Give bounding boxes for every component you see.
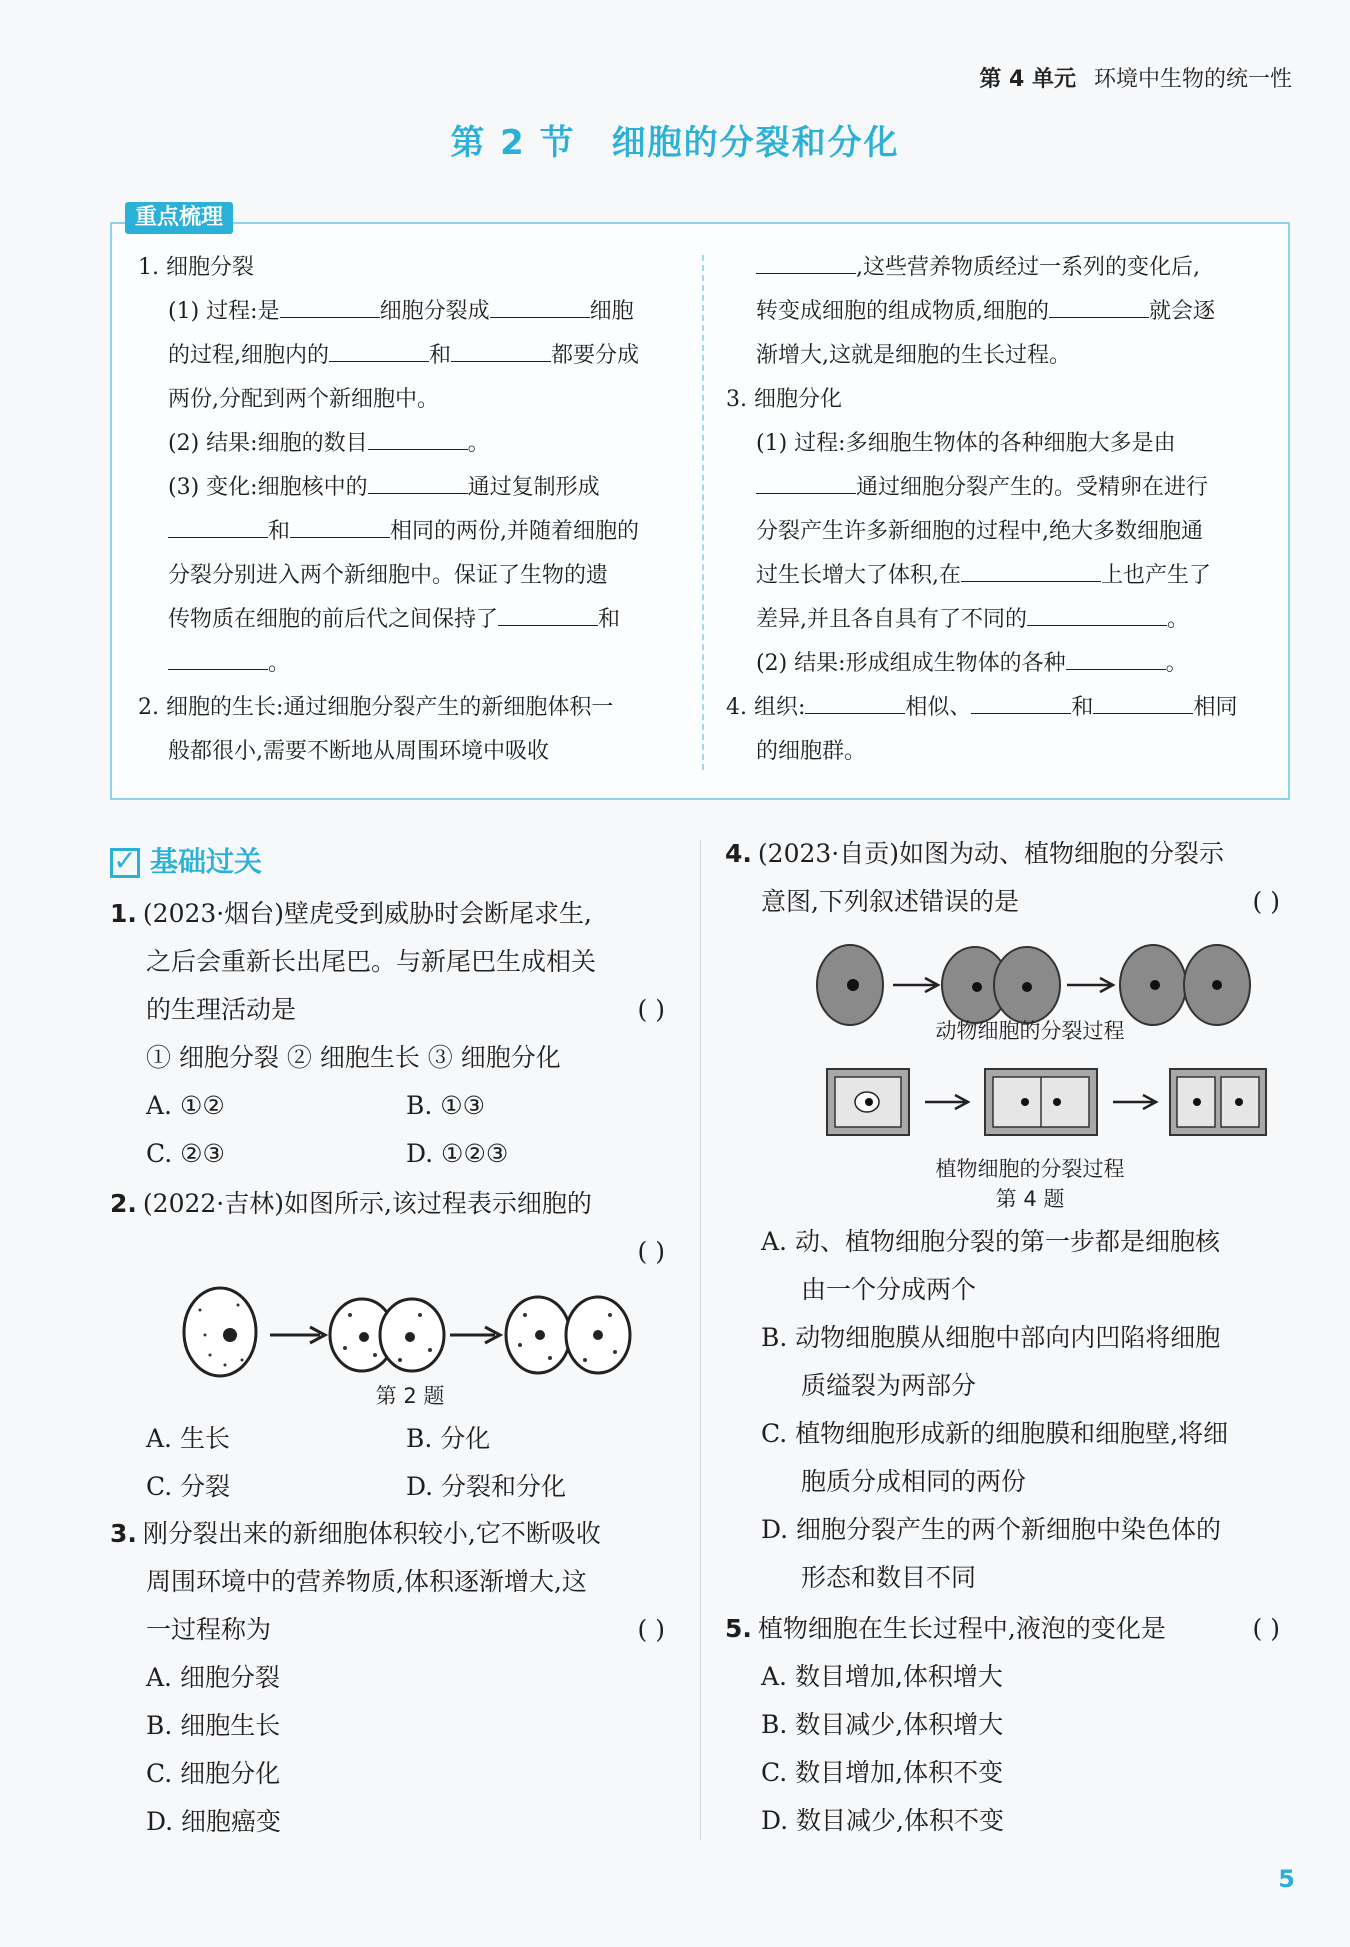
- unit-title: 环境中生物的统一性: [1093, 67, 1292, 92]
- option-d[interactable]: D. 数目减少,体积不变: [761, 1806, 1004, 1835]
- option-d[interactable]: D. 分裂和分化: [406, 1472, 567, 1501]
- summary-item-1-2: (2) 结果:细胞的数目 。: [138, 422, 678, 466]
- question-1: 1. (2023·烟台)壁虎受到威胁时会断尾求生, 之后会重新长出尾巴。与新尾巴生成相关 的生理活动是 ( ) ① 细胞分裂 ② 细胞生长 ③ 细胞分化 A. ①② B. ①③ C. ②③ D. ①②③: [110, 890, 675, 1178]
- option-c[interactable]: C. 植物细胞形成新的细胞膜和细胞壁,将细: [761, 1419, 1229, 1448]
- section-number: 第 2 节: [450, 123, 576, 163]
- summary-item-4: 4. 组织: 相似、 和 相同: [726, 686, 1266, 730]
- summary-item-3-2: (2) 结果:形成组成生物体的各种 。: [726, 642, 1266, 686]
- checkmark-icon: ✓: [110, 848, 140, 878]
- figure-caption-q4: 第 4 题: [995, 1187, 1065, 1211]
- summary-item-1-1c: 两份,分配到两个新细胞中。: [168, 387, 439, 412]
- summary-tag: 重点梳理: [125, 202, 233, 234]
- unit-header: [979, 62, 1292, 93]
- option-a[interactable]: A. 细胞分裂: [146, 1663, 280, 1692]
- summary-item-1-3: (3) 变化:细胞核中的 通过复制形成: [138, 466, 678, 510]
- summary-item-2e: 渐增大,这就是细胞的生长过程。: [756, 343, 1071, 368]
- option-c[interactable]: C. 分裂: [146, 1472, 231, 1501]
- basics-heading: ✓ 基础过关: [110, 840, 262, 880]
- question-2: 2. (2022·吉林)如图所示,该过程表示细胞的 ( ): [110, 1189, 665, 1266]
- option-a[interactable]: A. 动、植物细胞分裂的第一步都是细胞核: [761, 1227, 1220, 1256]
- section-title: [0, 115, 1350, 164]
- plant-cell-division-figure: [825, 1065, 1270, 1145]
- option-d[interactable]: D. 细胞癌变: [146, 1807, 282, 1836]
- summary-item-1-1b: 的过程,细胞内的 和 都要分成: [138, 334, 678, 378]
- option-a[interactable]: A. 生长: [146, 1424, 230, 1453]
- summary-item-4b: 的细胞群。: [756, 739, 867, 764]
- question-4: 4. (2023·自贡)如图为动、植物细胞的分裂示 意图,下列叙述错误的是 ( ): [725, 839, 1280, 916]
- summary-item-3-1c: 分裂产生许多新细胞的过程中,绝大多数细胞通: [756, 519, 1203, 544]
- figure-caption-q2: 第 2 题: [375, 1384, 445, 1408]
- summary-item-3-title: 3. 细胞分化: [726, 387, 842, 412]
- option-a[interactable]: A. ①②: [146, 1091, 225, 1120]
- summary-divider: [702, 255, 704, 770]
- summary-item-1-1: (1) 过程:是 细胞分裂成 细胞: [138, 290, 678, 334]
- cell-division-figure-q2: [180, 1280, 630, 1390]
- summary-left-column: [138, 246, 678, 774]
- option-b[interactable]: B. 动物细胞膜从细胞中部向内凹陷将细胞: [761, 1323, 1221, 1352]
- summary-item-2b: 般都很小,需要不断地从周围环境中吸收: [168, 739, 549, 764]
- summary-item-1-3d: 传物质在细胞的前后代之间保持了 和: [138, 598, 678, 642]
- summary-item-3-1e: 差异,并且各自具有了不同的 。: [726, 598, 1266, 642]
- option-c[interactable]: C. ②③: [146, 1139, 225, 1168]
- column-divider: [700, 840, 701, 1840]
- option-b[interactable]: B. ①③: [406, 1091, 486, 1120]
- page-number: 5: [1278, 1865, 1295, 1893]
- summary-item-3-1: (1) 过程:多细胞生物体的各种细胞大多是由: [756, 431, 1176, 456]
- summary-item-2: 2. 细胞的生长:通过细胞分裂产生的新细胞体积一: [138, 695, 614, 720]
- question-4-options: A. 动、植物细胞分裂的第一步都是细胞核 由一个分成两个 B. 动物细胞膜从细胞中部向内凹陷将细胞 质缢裂为两部分 C. 植物细胞形成新的细胞膜和细胞壁,将细 胞质分成相同的两份 D. 细胞分裂产生的两个新细胞中染色体的 形态和数目不同: [725, 1218, 1290, 1602]
- summary-item-1-title: 1. 细胞分裂: [138, 255, 254, 280]
- option-b[interactable]: B. 分化: [406, 1424, 491, 1453]
- summary-right-column: [726, 246, 1266, 774]
- summary-item-2c: ,这些营养物质经过一系列的变化后,: [726, 246, 1266, 290]
- summary-item-1-3b: 和 相同的两份,并随着细胞的: [138, 510, 678, 554]
- option-b[interactable]: B. 细胞生长: [146, 1711, 281, 1740]
- option-c[interactable]: C. 细胞分化: [146, 1759, 281, 1788]
- summary-item-2d: 转变成细胞的组成物质,细胞的 就会逐: [726, 290, 1266, 334]
- summary-item-1-3c: 分裂分别进入两个新细胞中。保证了生物的遗: [168, 563, 609, 588]
- question-2-options: [110, 1415, 675, 1511]
- question-3: 3. 刚分裂出来的新细胞体积较小,它不断吸收 周围环境中的营养物质,体积逐渐增大,这 一过程称为 ( ) A. 细胞分裂 B. 细胞生长 C. 细胞分化 D. 细胞癌变: [110, 1510, 675, 1846]
- summary-item-3-1d: 过生长增大了体积,在 上也产生了: [726, 554, 1266, 598]
- option-d[interactable]: D. ①②③: [406, 1139, 509, 1168]
- unit-number: 第 4 单元: [979, 67, 1076, 92]
- option-c[interactable]: C. 数目增加,体积不变: [761, 1758, 1004, 1787]
- summary-item-3-1b: 通过细胞分裂产生的。受精卵在进行: [726, 466, 1266, 510]
- question-5: 5. 植物细胞在生长过程中,液泡的变化是 ( ) A. 数目增加,体积增大 B. 数目减少,体积增大 C. 数目增加,体积不变 D. 数目减少,体积不变: [725, 1605, 1290, 1845]
- option-b[interactable]: B. 数目减少,体积增大: [761, 1710, 1004, 1739]
- animal-figure-caption: 动物细胞的分裂过程: [935, 1019, 1125, 1043]
- summary-item-1-3e: 。: [138, 642, 678, 686]
- option-d[interactable]: D. 细胞分裂产生的两个新细胞中染色体的: [761, 1515, 1222, 1544]
- plant-figure-caption: 植物细胞的分裂过程: [935, 1157, 1125, 1181]
- option-a[interactable]: A. 数目增加,体积增大: [761, 1662, 1003, 1691]
- section-name: 细胞的分裂和分化: [611, 123, 900, 163]
